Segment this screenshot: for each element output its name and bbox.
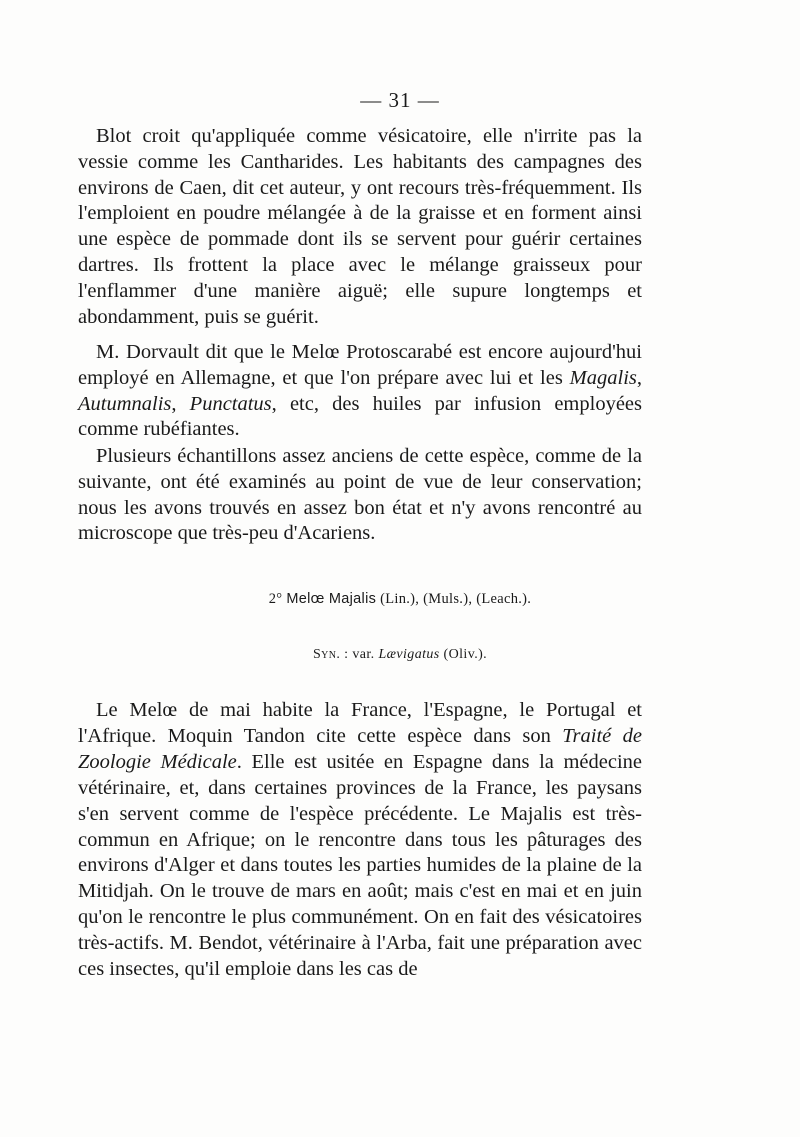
- separator: ,: [636, 366, 642, 389]
- paragraph-text: Plusieurs échantillons assez anciens de cette espèce, comme de la suivante, ont été examinés au point de vue de leur conservation; nous les avons trouvés en assez bon état et n'y avons rencontré au microscope que très-peu d'Acariens.: [78, 445, 642, 545]
- paragraph-text: [78, 698, 642, 983]
- paragraph-continuation: [78, 124, 642, 330]
- species-authors: (Lin.), (Muls.), (Leach.).: [380, 591, 532, 607]
- paragraph-samples: [78, 444, 642, 547]
- book-title: Traité de Zoologie Médicale: [78, 724, 642, 773]
- synonym-text-end: (Oliv.).: [439, 647, 488, 662]
- paragraph-majalis: [78, 698, 642, 983]
- section-number: 2°: [268, 591, 283, 607]
- species-name: Punctatus: [189, 392, 272, 415]
- paragraph-text-end: . Elle est usitée en Espagne dans la médecine vétérinaire, et, dans certaines provinces de la France, les paysans s'en servent comme de l'espèce précédente. Le Majalis est très-commun en Afrique; on le rencontre dans tous les pâturages des environs d'Alger et dans toutes les parties humides de la plaine de la Mitidjah. On le trouve de mars en août; mais c'est en mai et en juin qu'on le rencontre le plus communément. On en fait des vésicatoires très-actifs. M. Bendot, vétérinaire à l'Arba, fait une préparation avec ces insectes, qu'il emploie dans les cas de: [78, 750, 643, 981]
- synonym-text-start: : var.: [340, 647, 379, 662]
- section-heading: [0, 591, 800, 608]
- paragraph-dorvault: [78, 340, 642, 443]
- paragraph-text-start: Le Melœ de mai habite la France, l'Espagne, le Portugal et l'Afrique. Moquin Tandon cite cette espèce dans son: [78, 699, 642, 747]
- paragraph-text-start: M. Dorvault dit que le Melœ Protoscarabé est encore aujourd'hui employé en Allemagne, et que l'on prépare avec lui et les: [78, 341, 642, 389]
- paragraph-text-end: , etc, des huiles par infusion employées comme rubéfiantes.: [78, 392, 642, 441]
- species-title: Melœ Majalis: [286, 591, 377, 607]
- species-name: Autumnalis: [78, 392, 172, 415]
- synonym-species: Lævigatus: [378, 647, 440, 662]
- synonym-line: [0, 647, 800, 663]
- species-name: Magalis: [569, 366, 637, 389]
- paragraph-text: Blot croit qu'appliquée comme vésicatoire, elle n'irrite pas la vessie comme les Cantharides. Les habitants des campagnes des environs de Caen, dit cet auteur, y ont recours très-fréquemment. Ils l'emploient en poudre mélangée à de la graisse et en forment ainsi une espèce de pommade dont ils se servent pour guérir certaines dartres. Ils frottent la place avec le mélange graisseux pour l'enflammer d'une manière aiguë; elle supure longtemps et abondamment, puis se guérit.: [78, 125, 642, 328]
- page-number: — 31 —: [360, 88, 440, 112]
- paragraph-text: [78, 340, 642, 443]
- synonym-label: Syn.: [312, 647, 341, 662]
- separator: ,: [171, 392, 190, 415]
